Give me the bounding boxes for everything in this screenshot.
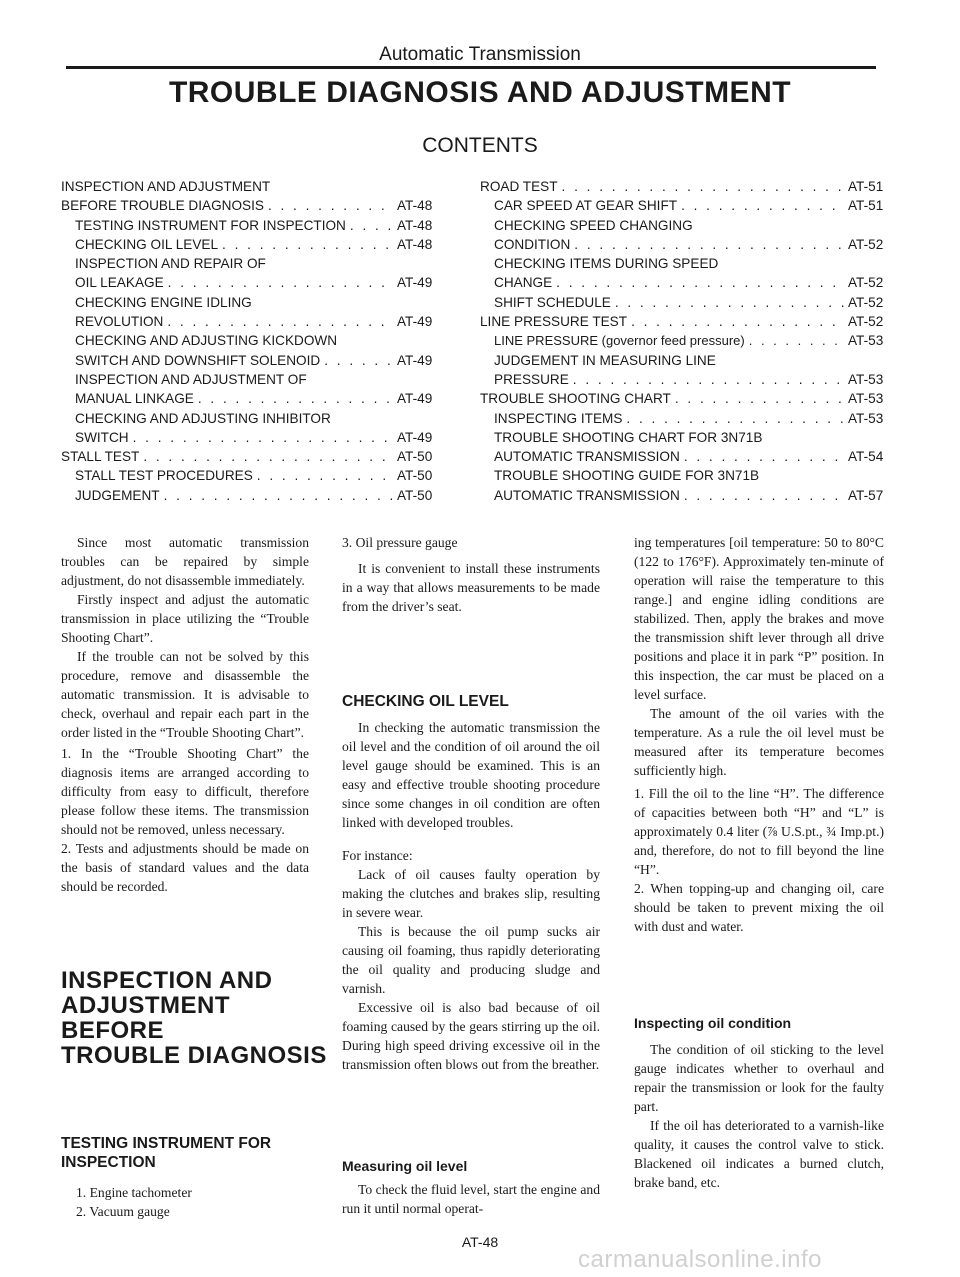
toc-entry-page: AT-49 [397,391,433,407]
toc-entry-text: TROUBLE SHOOTING GUIDE FOR 3N71B [494,468,760,484]
paragraph: Lack of oil causes faulty operation by making the clutches and brakes slip, resulting in severe wear. [342,867,600,920]
toc-leader [167,312,393,331]
body-column-2-cont [342,718,600,1074]
toc-entry[interactable] [480,428,900,447]
toc-entry-page: AT-49 [397,314,433,330]
toc-entry-text: STALL TEST PROCEDURES [75,468,253,484]
paragraph: 2. Tests and adjustments should be made on the basis of standard values and the data should be recorded. [61,841,309,894]
page-title: TROUBLE DIAGNOSIS AND ADJUSTMENT [168,76,792,109]
toc-entry-page: AT-52 [848,275,884,291]
toc-entry[interactable] [61,466,449,485]
paragraph: The amount of the oil varies with the temperature. As a rule the oil level must be measured after its temperature becomes sufficiently high. [634,706,884,778]
toc-entry-page: AT-52 [848,236,884,252]
list-item: 1. Engine tachometer [76,1185,192,1200]
toc-entry[interactable] [61,351,449,370]
toc-entry-text: CONDITION [494,236,571,252]
toc-entry-page: AT-48 [397,217,433,233]
toc-left [61,177,449,505]
toc-entry-page: AT-52 [848,294,884,310]
toc-leader [615,293,844,312]
toc-entry[interactable] [61,273,449,292]
toc-leader [684,486,844,505]
toc-leader [324,351,393,370]
toc-entry-text: CHECKING ITEMS DURING SPEED [494,256,719,272]
toc-entry-text: JUDGEMENT IN MEASURING LINE [494,352,716,368]
toc-entry[interactable] [61,486,449,505]
paragraph: If the trouble can not be solved by this procedure, remove and disassemble the automatic transmission. It is advisable to check, overhaul and repair each part in the order listed in the “Trouble Shooting Chart”. [61,649,309,740]
toc-entry-text: ROAD TEST [480,179,558,194]
toc-entry-text: CHECKING AND ADJUSTING KICKDOWN [75,333,338,349]
toc-leader [257,466,393,485]
body-column-3-cont [634,1040,884,1192]
toc-entry-text: PRESSURE [494,371,569,387]
toc-entry-page: AT-53 [848,371,884,387]
toc-leader [198,389,393,408]
toc-entry[interactable] [61,312,449,331]
toc-entry-text: TESTING INSTRUMENT FOR INSPECTION [75,217,346,233]
paragraph: 2. When topping-up and changing oil, care should be taken to prevent mixing the oil with dust and water. [634,881,884,934]
toc-right [480,177,900,505]
toc-entry[interactable] [480,370,900,389]
toc-entry-page: AT-49 [397,429,433,445]
toc-entry-text: SHIFT SCHEDULE [494,294,611,310]
toc-leader [562,177,844,196]
toc-entry[interactable] [480,216,900,235]
toc-entry-page: AT-50 [397,487,433,503]
toc-entry[interactable] [480,273,900,292]
toc-entry[interactable] [61,389,449,408]
toc-entry-text: REVOLUTION [75,314,164,330]
paragraph: In checking the automatic transmission the oil level and the condition of oil around the oil level gauge should be examined. This is an easy and effective trouble shooting procedure since some changes in oil condition are often linked with developed troubles. [342,720,600,830]
body-column-2 [342,533,600,616]
toc-entry[interactable] [480,235,900,254]
toc-entry-text: CHECKING SPEED CHANGING [494,217,693,233]
toc-entry-page: AT-51 [848,179,884,194]
toc-leader [143,447,393,466]
toc-entry-text: TROUBLE SHOOTING CHART FOR 3N71B [494,429,763,445]
toc-leader [164,486,393,505]
paragraph: If the oil has deteriorated to a varnish-like quality, it causes the control valve to stick. Blackened oil indicates a burned clutch, brake band, etc. [634,1118,884,1190]
toc-entry[interactable] [480,486,900,505]
toc-leader [573,370,844,389]
toc-entry-page: AT-48 [397,198,433,214]
section-heading [61,968,331,1068]
toc-leader [133,428,393,447]
toc-leader [749,331,844,350]
paragraph: 1. Fill the oil to the line “H”. The difference of capacities between both “H” and “L” is approximately 0.4 liter (⅞ U.S.pt., ¾ Imp.pt.) and, therefore, do not to fill beyond the line “H”. [634,786,884,877]
section-header: Automatic Transmission [379,44,581,65]
paragraph: It is convenient to install these instruments in a way that allows measurements to be made from the driver’s seat. [342,561,600,614]
toc-leader [168,273,393,292]
body-column-2-end [342,1180,600,1218]
paragraph: For instance: [342,848,413,863]
toc-entry[interactable] [61,370,449,389]
section-heading-line: ADJUSTMENT [61,992,231,1019]
toc-entry-text: AUTOMATIC TRANSMISSION [494,449,680,465]
paragraph: Since most automatic transmission troubles can be repaired by simple adjustment, do not disassemble immediately. [61,535,309,588]
toc-leader [350,216,393,235]
sub-heading [61,1134,321,1172]
toc-entry-text: CAR SPEED AT GEAR SHIFT [494,198,678,214]
paragraph: To check the fluid level, start the engine and run it until normal operat- [342,1182,600,1216]
toc-entry[interactable] [61,177,449,196]
toc-leader [626,409,844,428]
page-number: AT-48 [461,1234,499,1250]
toc-entry-page: AT-53 [848,410,884,426]
toc-entry-page: AT-51 [848,198,884,214]
minor-heading: Inspecting oil condition [634,1015,792,1031]
toc-entry-text: LINE PRESSURE TEST [480,314,628,330]
toc-entry[interactable] [480,389,900,408]
toc-entry-text: TROUBLE SHOOTING CHART [480,391,671,407]
paragraph: 1. In the “Trouble Shooting Chart” the diagnosis items are arranged according to difficulty from easy to difficult, therefore please follow these items. The transmission should not be removed, unless necessary. [61,746,309,837]
toc-entry-text: SWITCH [75,429,129,445]
toc-entry-page: AT-50 [397,449,433,465]
toc-entry-text: OIL LEAKAGE [75,275,164,291]
section-heading-line: TROUBLE DIAGNOSIS [61,1042,327,1069]
header-rule [66,66,876,69]
section-heading-line: INSPECTION AND [61,967,273,994]
list-item: 3. Oil pressure gauge [342,535,458,550]
minor-heading: Measuring oil level [342,1158,468,1174]
toc-entry[interactable] [480,447,900,466]
sub-heading: CHECKING OIL LEVEL [342,693,509,710]
toc-entry-text: INSPECTING ITEMS [494,410,623,426]
toc-entry-page: AT-52 [848,314,884,330]
toc-entry-text: INSPECTION AND REPAIR OF [75,256,266,272]
body-column-3 [634,533,884,936]
toc-entry[interactable] [61,235,449,254]
contents-label: CONTENTS [422,134,538,157]
list-item: 2. Vacuum gauge [76,1204,170,1219]
sub-heading-line: TESTING INSTRUMENT FOR [61,1135,272,1152]
toc-entry[interactable] [61,254,449,273]
toc-entry-text: INSPECTION AND ADJUSTMENT [61,179,271,194]
toc-entry-text: STALL TEST [61,449,140,465]
body-column-1 [61,533,309,896]
toc-entry-page: AT-54 [848,449,884,465]
toc-entry-page: AT-49 [397,275,433,291]
toc-entry-page: AT-57 [848,487,884,503]
toc-entry-text: CHECKING AND ADJUSTING INHIBITOR [75,410,331,426]
toc-entry[interactable] [61,447,449,466]
toc-entry-text: INSPECTION AND ADJUSTMENT OF [75,371,307,387]
toc-entry-page: AT-53 [848,391,884,407]
toc-entry[interactable] [480,466,900,485]
toc-entry[interactable] [61,293,449,312]
toc-entry-page: AT-49 [397,352,433,368]
toc-leader [681,196,844,215]
sub-heading-line: INSPECTION [61,1154,156,1171]
paragraph: Firstly inspect and adjust the automatic transmission in place utilizing the “Trouble Shooting Chart”. [61,592,309,645]
toc-entry[interactable] [480,293,900,312]
toc-entry-text: SWITCH AND DOWNSHIFT SOLENOID [75,352,321,368]
toc-leader [684,447,844,466]
toc-entry[interactable] [480,196,900,215]
toc-leader [556,273,844,292]
section-heading-line: BEFORE [61,1017,165,1044]
toc-entry[interactable] [480,331,900,350]
toc-entry-text: AUTOMATIC TRANSMISSION [494,487,680,503]
toc-entry-text: MANUAL LINKAGE [75,391,194,407]
instrument-list [76,1183,306,1221]
toc-entry[interactable] [480,177,900,196]
watermark: carmanualsonline.info [578,1246,822,1273]
toc-entry-text: LINE PRESSURE (governor feed pressure) [494,333,745,349]
toc-entry[interactable] [480,351,900,370]
toc-leader [222,235,393,254]
toc-leader [268,196,393,215]
toc-entry[interactable] [480,254,900,273]
toc-entry-page: AT-50 [397,468,433,484]
toc-entry[interactable] [480,312,900,331]
toc-entry[interactable] [61,428,449,447]
paragraph: Excessive oil is also bad because of oil foaming caused by the gears stirring up the oil. During high speed driving excessive oil in the transmission often blows out from the breather. [342,1000,600,1072]
toc-entry-page: AT-48 [397,236,433,252]
toc-leader [574,235,844,254]
toc-entry[interactable] [61,196,449,215]
toc-entry-page: AT-53 [848,333,884,349]
paragraph: This is because the oil pump sucks air causing oil foaming, thus rapidly deteriorating the oil quality and producing sludge and varnish. [342,924,600,996]
toc-entry-text: CHECKING OIL LEVEL [75,236,219,252]
toc-leader [675,389,844,408]
paragraph: ing temperatures [oil temperature: 50 to 80°C (122 to 176°F). Approximately ten-minute of operation will raise the temperature to this range.] and engine idling conditions are stabilized. Then, apply the brakes and move the transmission shift lever through all drive positions and place it in park “P” position. In this inspection, the car must be placed on a level surface. [634,535,884,702]
toc-leader [631,312,844,331]
toc-entry[interactable] [61,331,449,350]
toc-entry-text: CHECKING ENGINE IDLING [75,294,252,310]
paragraph: The condition of oil sticking to the level gauge indicates whether to overhaul and repair the transmission or look for the faulty part. [634,1042,884,1114]
toc-entry[interactable] [61,216,449,235]
toc-entry-text: CHANGE [494,275,553,291]
toc-entry-text: JUDGEMENT [75,487,160,503]
toc-entry[interactable] [480,409,900,428]
toc-entry[interactable] [61,409,449,428]
toc-entry-text: BEFORE TROUBLE DIAGNOSIS [61,198,264,214]
